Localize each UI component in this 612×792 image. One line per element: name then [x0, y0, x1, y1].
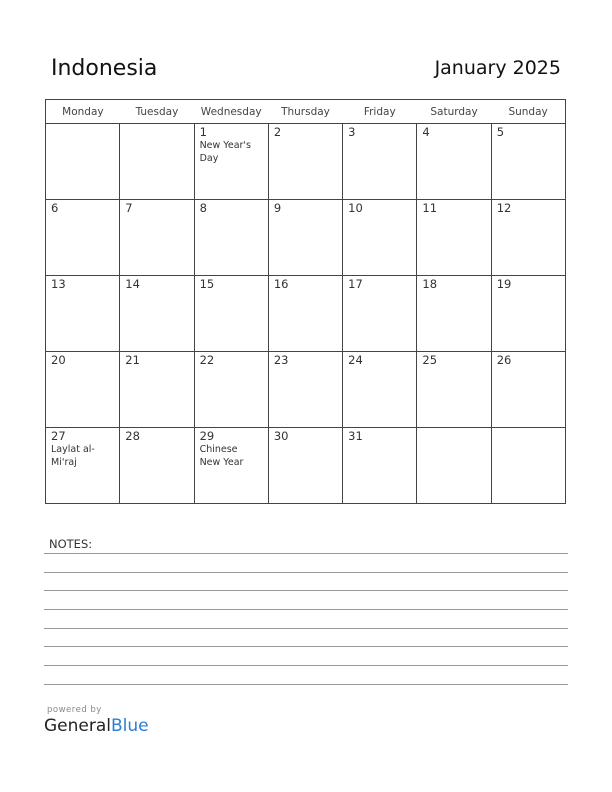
day-number: 9	[273, 201, 282, 215]
day-cell	[194, 352, 268, 428]
week-row	[46, 276, 566, 352]
day-number: 14	[125, 277, 140, 291]
note-line	[44, 572, 568, 573]
day-number: 6	[51, 201, 59, 215]
day-number: 3	[348, 125, 356, 139]
day-cell	[46, 276, 120, 352]
holiday-label: Laylat al-	[51, 444, 95, 455]
day-number: 17	[348, 277, 363, 291]
weekday-tuesday: Tuesday	[120, 100, 194, 124]
day-number: 13	[51, 277, 66, 291]
day-cell	[120, 200, 194, 276]
day-cell	[46, 352, 120, 428]
day-cell	[343, 124, 417, 200]
day-number: 1	[199, 125, 207, 139]
holiday-label: Day	[199, 153, 219, 164]
day-cell	[46, 124, 120, 200]
day-cell	[343, 200, 417, 276]
day-cell	[491, 352, 565, 428]
weekday-saturday: Saturday	[417, 100, 491, 124]
day-number: 15	[199, 277, 215, 291]
day-number: 16	[273, 277, 289, 291]
day-cell	[120, 276, 194, 352]
month-title: January 2025	[434, 57, 561, 79]
holiday-label: New Year	[199, 457, 244, 468]
day-cell	[417, 124, 491, 200]
day-number: 30	[273, 429, 289, 443]
day-number: 21	[125, 353, 140, 367]
day-number: 4	[422, 125, 430, 139]
weekday-friday: Friday	[343, 100, 417, 124]
day-cell	[194, 276, 268, 352]
day-cell	[343, 428, 417, 504]
generalblue-logo	[44, 716, 149, 736]
day-number: 22	[199, 353, 215, 367]
day-cell	[417, 428, 491, 504]
note-line	[44, 553, 568, 554]
day-cell	[194, 200, 268, 276]
day-cell	[343, 352, 417, 428]
weekday-sunday: Sunday	[491, 100, 565, 124]
day-number: 24	[348, 353, 363, 367]
day-cell	[120, 428, 194, 504]
day-number: 19	[496, 277, 512, 291]
day-cell	[46, 428, 120, 504]
day-number: 20	[51, 353, 66, 367]
day-number: 11	[422, 201, 438, 215]
weekday-monday: Monday	[46, 100, 120, 124]
day-number: 8	[199, 201, 207, 215]
day-number: 25	[422, 353, 438, 367]
brand-blue: Blue	[111, 716, 149, 736]
week-row	[46, 428, 566, 504]
calendar-grid	[45, 99, 566, 504]
day-number: 27	[51, 429, 66, 443]
note-line	[44, 646, 568, 647]
day-number: 12	[496, 201, 512, 215]
note-line	[44, 665, 568, 666]
note-line	[44, 590, 568, 591]
day-number: 31	[348, 429, 363, 443]
day-cell	[491, 200, 565, 276]
day-cell	[417, 276, 491, 352]
day-number: 7	[125, 201, 133, 215]
weekday-thursday: Thursday	[268, 100, 342, 124]
day-cell	[491, 124, 565, 200]
holiday-label: New Year's	[199, 140, 251, 151]
powered-by-text: powered by	[47, 705, 102, 715]
note-line	[44, 684, 568, 685]
day-number: 23	[273, 353, 289, 367]
day-cell	[120, 352, 194, 428]
day-cell	[268, 276, 342, 352]
weekday-wednesday: Wednesday	[194, 100, 268, 124]
week-row	[46, 200, 566, 276]
holiday-label: Chinese	[199, 444, 238, 455]
brand-general: General	[44, 716, 111, 736]
day-cell	[491, 428, 565, 504]
week-row	[46, 124, 566, 200]
note-line	[44, 609, 568, 610]
day-cell	[268, 352, 342, 428]
day-cell	[417, 200, 491, 276]
day-cell	[120, 124, 194, 200]
day-number: 2	[273, 125, 282, 139]
day-cell	[194, 124, 268, 200]
day-number: 26	[496, 353, 512, 367]
country-title: Indonesia	[51, 56, 158, 81]
note-line	[44, 628, 568, 629]
day-cell	[417, 352, 491, 428]
day-number: 29	[199, 429, 215, 443]
day-cell	[268, 200, 342, 276]
day-cell	[268, 124, 342, 200]
week-row	[46, 352, 566, 428]
day-number: 18	[422, 277, 438, 291]
day-cell	[491, 276, 565, 352]
weekday-header-row	[46, 100, 566, 124]
day-number: 28	[125, 429, 140, 443]
day-cell	[46, 200, 120, 276]
day-cell	[343, 276, 417, 352]
day-cell	[194, 428, 268, 504]
day-number: 5	[496, 125, 505, 139]
day-number: 10	[348, 201, 363, 215]
notes-label: NOTES:	[49, 537, 93, 551]
day-cell	[268, 428, 342, 504]
holiday-label: Mi'raj	[51, 457, 77, 468]
